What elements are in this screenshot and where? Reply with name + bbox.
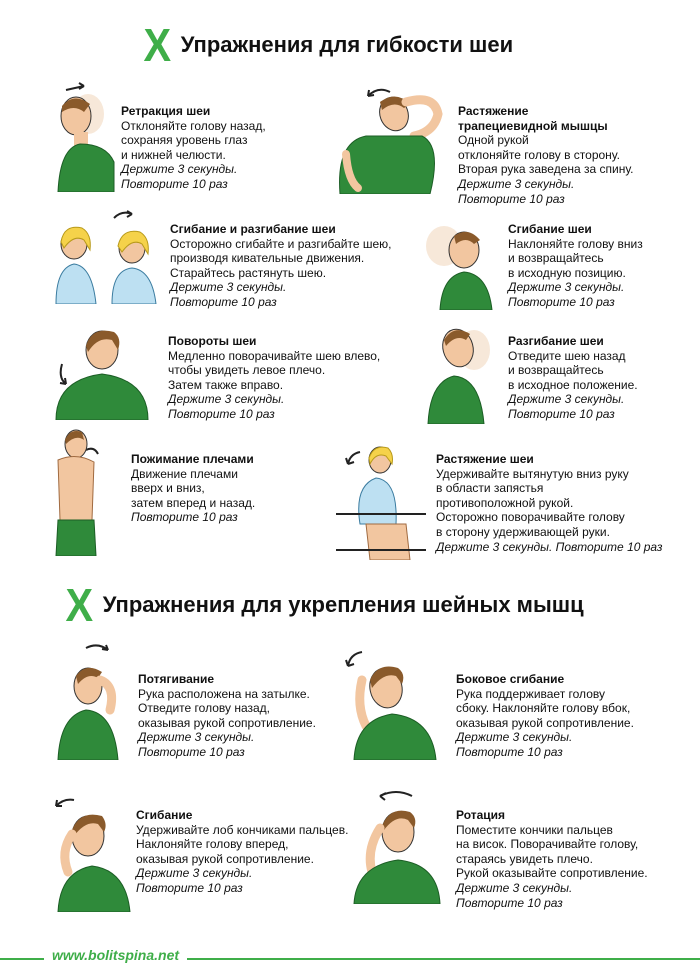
exercise-bend <box>136 808 348 896</box>
exercise-title: Боковое сгибание <box>456 672 565 686</box>
exercise-repeat: Повторите 10 раз <box>170 294 277 309</box>
exercise-title: Ретракция шеи <box>121 104 211 118</box>
exercise-line: Одной рукой <box>458 133 529 148</box>
exercise-hold: Держите 3 секунды. <box>170 280 287 295</box>
exercise-line: производя кивательные движения. <box>170 251 365 266</box>
exercise-title: Потягивание <box>138 672 215 686</box>
exercise-repeat: Повторите 10 раз <box>456 895 563 910</box>
exercise-repeat: Повторите 10 раз <box>138 744 245 759</box>
flexion-illustration <box>410 214 500 310</box>
exercise-line: Осторожно сгибайте и разгибайте шею, <box>170 236 392 251</box>
section-title: Упражнения для укрепления шейных мышц <box>102 592 584 617</box>
exercise-line: Вторая рука заведена за спину. <box>458 162 634 177</box>
exercise-hold: Держите 3 секунды. <box>136 866 253 881</box>
exercise-extension <box>508 334 638 422</box>
exercise-pull <box>138 672 316 760</box>
exercise-hold-repeat: Держите 3 секунды. Повторите 10 раз <box>436 539 663 554</box>
exercise-rotation <box>456 808 648 910</box>
exercise-hold: Держите 3 секунды. <box>456 880 573 895</box>
exercise-line: чтобы увидеть левое плечо. <box>168 363 326 378</box>
exercise-line: в области запястья <box>436 481 544 496</box>
exercise-line: Рука поддерживает голову <box>456 686 605 701</box>
flex-ext-illustration <box>52 208 160 304</box>
exercise-repeat: Повторите 10 раз <box>168 406 275 421</box>
exercise-repeat: Повторите 10 раз <box>131 510 238 525</box>
section-header-flexibility <box>142 19 514 71</box>
retraction-illustration <box>44 82 116 192</box>
exercise-line: отклоняйте голову в сторону. <box>458 147 620 162</box>
exercise-line: стараясь увидеть плечо. <box>456 851 593 866</box>
exercise-title: Повороты шеи <box>168 334 257 348</box>
exercise-line: Поместите кончики пальцев <box>456 822 613 837</box>
exercise-line: оказывая рукой сопротивление. <box>456 715 634 730</box>
exercise-flexion <box>508 222 643 310</box>
side-bend-illustration <box>340 650 444 760</box>
exercise-hold: Держите 3 секунды. <box>508 392 625 407</box>
exercise-line: и возвращайтесь <box>508 363 604 378</box>
section-title: Упражнения для гибкости шеи <box>180 32 514 57</box>
exercise-line: на висок. Поворачивайте голову, <box>456 837 639 852</box>
exercise-line: в исходное положение. <box>508 377 638 392</box>
shrug-illustration <box>50 424 110 556</box>
exercise-line: и возвращайтесь <box>508 251 604 266</box>
exercise-line: затем вперед и назад. <box>131 495 256 510</box>
exercise-line: и нижней челюсти. <box>121 147 226 162</box>
exercise-hold: Держите 3 секунды. <box>458 176 575 191</box>
exercise-trapezius <box>458 104 634 206</box>
exercise-retraction <box>121 104 266 192</box>
exercise-title: Разгибание шеи <box>508 334 604 348</box>
exercise-line: Осторожно поворачивайте голову <box>436 510 625 525</box>
exercise-repeat: Повторите 10 раз <box>456 744 563 759</box>
exercise-line: Старайтесь растянуть шею. <box>170 265 327 280</box>
exercise-line: Наклоняйте голову вниз <box>508 236 643 251</box>
exercise-title: Сгибание <box>136 808 193 822</box>
section-x-mark: X <box>143 19 172 71</box>
exercise-repeat: Повторите 10 раз <box>508 406 615 421</box>
exercise-line: Отведите шею назад <box>508 348 626 363</box>
exercise-neck-stretch <box>436 452 662 554</box>
exercise-title: Сгибание шеи <box>508 222 592 236</box>
exercise-hold: Держите 3 секунды. <box>138 730 255 745</box>
exercise-title: Растяжение <box>458 104 529 118</box>
pull-illustration <box>54 640 124 760</box>
extension-illustration <box>424 316 500 424</box>
exercise-line: Отклоняйте голову назад, <box>121 118 266 133</box>
exercise-line: вверх и вниз, <box>131 481 205 496</box>
exercise-line: сохраняя уровень глаз <box>121 133 248 148</box>
exercise-line: Рукой оказывайте сопротивление. <box>456 866 648 881</box>
rotation-illustration <box>344 788 444 904</box>
exercise-hold: Держите 3 секунды. <box>508 280 625 295</box>
rotations-illustration <box>52 320 152 420</box>
footer-url-link[interactable]: www.bolitspina.net <box>44 947 187 963</box>
exercise-shrug <box>131 452 255 525</box>
section-x-mark: X <box>65 579 94 631</box>
exercise-line: противоположной рукой. <box>436 495 574 510</box>
exercise-repeat: Повторите 10 раз <box>121 176 228 191</box>
neck-stretch-illustration <box>336 440 426 560</box>
exercise-line: в исходную позицию. <box>508 265 626 280</box>
exercise-line: в сторону удерживающей руки. <box>436 524 610 539</box>
exercise-repeat: Повторите 10 раз <box>458 191 565 206</box>
exercise-flex-ext <box>170 222 391 310</box>
section-header-strengthening <box>64 579 584 631</box>
exercise-line: оказывая рукой сопротивление. <box>138 715 316 730</box>
exercise-hold: Держите 3 секунды. <box>121 162 238 177</box>
exercise-line: Затем также вправо. <box>168 377 284 392</box>
exercise-title: Растяжение шеи <box>436 452 534 466</box>
exercise-line: Наклоняйте голову вперед, <box>136 837 289 852</box>
exercise-line: Удерживайте вытянутую вниз руку <box>436 466 629 481</box>
exercise-side-bend <box>456 672 634 760</box>
exercise-line: сбоку. Наклоняйте голову вбок, <box>456 701 631 716</box>
exercise-title: Сгибание и разгибание шеи <box>170 222 336 236</box>
exercise-repeat: Повторите 10 раз <box>136 880 243 895</box>
exercise-line: Удерживайте лоб кончиками пальцев. <box>136 822 349 837</box>
exercise-rotations <box>168 334 380 422</box>
exercise-line: Медленно поворачивайте шею влево, <box>168 348 381 363</box>
exercise-repeat: Повторите 10 раз <box>508 294 615 309</box>
trapezius-stretch-illustration <box>330 84 450 194</box>
bend-illustration <box>50 796 134 912</box>
exercise-line: Движение плечами <box>131 466 238 481</box>
exercise-hold: Держите 3 секунды. <box>456 730 573 745</box>
exercise-line: Отведите голову назад, <box>138 701 271 716</box>
exercise-title-line2: трапециевидной мышцы <box>458 118 608 133</box>
exercise-hold: Держите 3 секунды. <box>168 392 285 407</box>
exercise-line: оказывая рукой сопротивление. <box>136 851 314 866</box>
exercise-title: Ротация <box>456 808 506 822</box>
exercise-line: Рука расположена на затылке. <box>138 686 310 701</box>
exercise-title: Пожимание плечами <box>131 452 254 466</box>
